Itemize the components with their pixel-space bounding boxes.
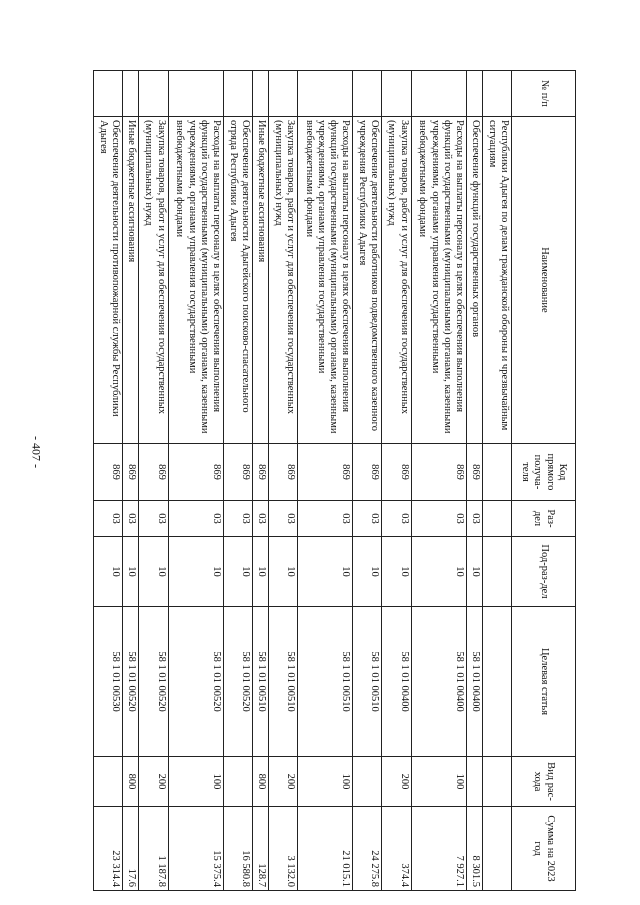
cell-podrazdel <box>482 537 511 607</box>
table-row <box>223 71 252 891</box>
cell-num <box>168 71 223 117</box>
cell-name: Закупка товаров, работ и услуг для обеспечения государственных (муниципальных) нужд <box>382 117 411 444</box>
cell-podrazdel: 10 <box>269 537 298 607</box>
cell-vid: 200 <box>139 757 168 807</box>
cell-podrazdel: 10 <box>466 537 482 607</box>
cell-vid: 800 <box>252 757 268 807</box>
cell-num <box>411 71 466 117</box>
cell-vid <box>353 757 382 807</box>
cell-name: Обеспечение функций государственных органов <box>466 117 482 444</box>
table-row <box>269 71 298 891</box>
cell-podrazdel: 10 <box>168 537 223 607</box>
cell-vid: 100 <box>298 757 353 807</box>
cell-vid: 200 <box>269 757 298 807</box>
cell-num <box>139 71 168 117</box>
cell-target: 58 1 01 00400 <box>382 607 411 757</box>
cell-podrazdel: 10 <box>382 537 411 607</box>
cell-code: 869 <box>168 444 223 501</box>
cell-name: Расходы на выплаты персоналу в целях обеспечения выполнения функций государственными (муниципальными) органами, казенными учреждениями, органами управления государственными внебюджетными фондами <box>411 117 466 444</box>
cell-num <box>482 71 511 117</box>
cell-razdel <box>482 501 511 537</box>
cell-podrazdel: 10 <box>353 537 382 607</box>
cell-sum <box>482 807 511 891</box>
cell-target: 58 1 01 00400 <box>411 607 466 757</box>
cell-name: Иные бюджетные ассигнования <box>123 117 139 444</box>
header-num: № п/п <box>512 71 576 117</box>
cell-vid: 100 <box>411 757 466 807</box>
cell-target: 58 1 01 00520 <box>139 607 168 757</box>
cell-razdel: 03 <box>94 501 123 537</box>
cell-razdel: 03 <box>353 501 382 537</box>
cell-num <box>269 71 298 117</box>
cell-name: Обеспечение деятельности противопожарной службы Республики Адыгея <box>94 117 123 444</box>
cell-target: 58 1 01 00520 <box>223 607 252 757</box>
table-row <box>482 71 511 891</box>
table-body <box>94 71 512 891</box>
cell-code <box>482 444 511 501</box>
table-row <box>94 71 123 891</box>
header-code: Код прямого получа-теля <box>512 444 576 501</box>
cell-target: 58 1 01 00400 <box>466 607 482 757</box>
cell-podrazdel: 10 <box>411 537 466 607</box>
cell-name: Расходы на выплаты персоналу в целях обеспечения выполнения функций государственными (муниципальными) органами, казенными учреждениями, органами управления государственными внебюджетными фондами <box>298 117 353 444</box>
cell-vid: 800 <box>123 757 139 807</box>
cell-num <box>123 71 139 117</box>
cell-vid <box>482 757 511 807</box>
cell-sum: 3 132.0 <box>269 807 298 891</box>
page-number: - 407 - <box>29 436 44 468</box>
cell-name: Обеспечение деятельности Адыгейского поисково-спасательного отряда Республики Адыгея <box>223 117 252 444</box>
cell-razdel: 03 <box>411 501 466 537</box>
cell-code: 869 <box>94 444 123 501</box>
cell-target: 58 1 01 00530 <box>94 607 123 757</box>
cell-target: 58 1 01 00510 <box>269 607 298 757</box>
cell-vid: 200 <box>382 757 411 807</box>
cell-code: 869 <box>298 444 353 501</box>
cell-name: Иные бюджетные ассигнования <box>252 117 268 444</box>
cell-razdel: 03 <box>466 501 482 537</box>
cell-name: Закупка товаров, работ и услуг для обеспечения государственных (муниципальных) нужд <box>139 117 168 444</box>
cell-sum: 374.4 <box>382 807 411 891</box>
table-row <box>411 71 466 891</box>
cell-podrazdel: 10 <box>223 537 252 607</box>
cell-num <box>94 71 123 117</box>
table-row <box>353 71 382 891</box>
cell-podrazdel: 10 <box>94 537 123 607</box>
cell-target: 58 1 01 00510 <box>298 607 353 757</box>
cell-code: 869 <box>411 444 466 501</box>
table-row <box>298 71 353 891</box>
cell-num <box>382 71 411 117</box>
cell-vid <box>466 757 482 807</box>
cell-sum: 24 275.8 <box>353 807 382 891</box>
cell-code: 869 <box>252 444 268 501</box>
cell-sum: 16 580.8 <box>223 807 252 891</box>
cell-podrazdel: 10 <box>298 537 353 607</box>
cell-code: 869 <box>466 444 482 501</box>
cell-num <box>252 71 268 117</box>
cell-name: Расходы на выплаты персоналу в целях обеспечения выполнения функций государственными (муниципальными) органами, казенными учреждениями, органами управления государственными внебюджетными фондами <box>168 117 223 444</box>
cell-num <box>353 71 382 117</box>
cell-vid <box>94 757 123 807</box>
table-row <box>252 71 268 891</box>
cell-target <box>482 607 511 757</box>
cell-sum: 8 301.5 <box>466 807 482 891</box>
cell-code: 869 <box>269 444 298 501</box>
header-name: Наименование <box>512 117 576 444</box>
cell-target: 58 1 01 00520 <box>168 607 223 757</box>
table-row <box>466 71 482 891</box>
cell-podrazdel: 10 <box>139 537 168 607</box>
cell-num <box>466 71 482 117</box>
cell-target: 58 1 01 00510 <box>353 607 382 757</box>
cell-code: 869 <box>123 444 139 501</box>
header-target: Целевая статья <box>512 607 576 757</box>
cell-razdel: 03 <box>269 501 298 537</box>
table-row <box>382 71 411 891</box>
cell-sum: 15 375.4 <box>168 807 223 891</box>
cell-razdel: 03 <box>123 501 139 537</box>
cell-razdel: 03 <box>252 501 268 537</box>
cell-podrazdel: 10 <box>123 537 139 607</box>
header-vid: Вид рас-хода <box>512 757 576 807</box>
cell-code: 869 <box>223 444 252 501</box>
cell-podrazdel: 10 <box>252 537 268 607</box>
table-row <box>123 71 139 891</box>
cell-target: 58 1 01 00520 <box>123 607 139 757</box>
header-sum: Сумма на 2023 год <box>512 807 576 891</box>
cell-sum: 21 015.1 <box>298 807 353 891</box>
cell-razdel: 03 <box>223 501 252 537</box>
table-row <box>168 71 223 891</box>
budget-table <box>93 70 576 891</box>
cell-name: Закупка товаров, работ и услуг для обеспечения государственных (муниципальных) нужд <box>269 117 298 444</box>
header-row <box>512 71 576 891</box>
header-podrazdel: Под-раз-дел <box>512 537 576 607</box>
cell-sum: 128.7 <box>252 807 268 891</box>
cell-sum: 1 187.8 <box>139 807 168 891</box>
cell-name: Обеспечение деятельности работников подведомственного казенного учреждения Республики Адыгея <box>353 117 382 444</box>
rotated-table-container <box>93 70 576 890</box>
cell-code: 869 <box>353 444 382 501</box>
cell-razdel: 03 <box>298 501 353 537</box>
cell-num <box>223 71 252 117</box>
cell-razdel: 03 <box>139 501 168 537</box>
cell-sum: 7 927.1 <box>411 807 466 891</box>
cell-num <box>298 71 353 117</box>
cell-vid <box>223 757 252 807</box>
header-razdel: Раз-дел <box>512 501 576 537</box>
cell-sum: 23 314.4 <box>94 807 123 891</box>
table-row <box>139 71 168 891</box>
cell-name: Республики Адыгея по делам гражданской обороны и чрезвычайным ситуациям <box>482 117 511 444</box>
cell-vid: 100 <box>168 757 223 807</box>
cell-razdel: 03 <box>168 501 223 537</box>
cell-target: 58 1 01 00510 <box>252 607 268 757</box>
cell-code: 869 <box>139 444 168 501</box>
cell-sum: 17.6 <box>123 807 139 891</box>
cell-code: 869 <box>382 444 411 501</box>
cell-razdel: 03 <box>382 501 411 537</box>
